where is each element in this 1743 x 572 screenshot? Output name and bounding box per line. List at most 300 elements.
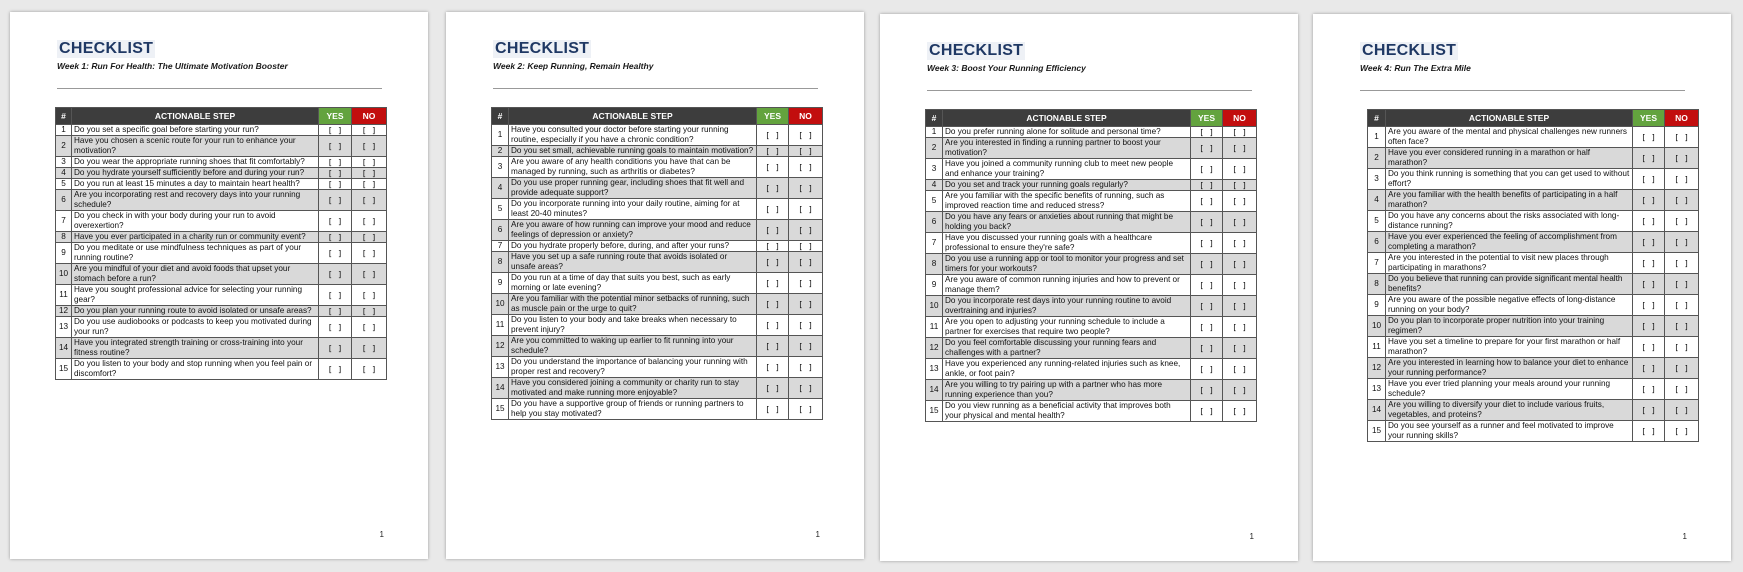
yes-checkbox[interactable]: [ ] — [1191, 212, 1223, 233]
no-checkbox[interactable]: [ ] — [1223, 317, 1257, 338]
no-checkbox[interactable]: [ ] — [1223, 380, 1257, 401]
header-divider — [927, 90, 1252, 91]
table-row — [56, 125, 387, 136]
no-checkbox[interactable]: [ ] — [1665, 358, 1699, 379]
row-number: 7 — [926, 233, 943, 254]
yes-checkbox[interactable]: [ ] — [757, 357, 789, 378]
yes-checkbox[interactable]: [ ] — [1633, 337, 1665, 358]
no-checkbox[interactable]: [ ] — [352, 179, 387, 190]
row-number: 2 — [56, 136, 72, 157]
no-checkbox[interactable]: [ ] — [789, 125, 823, 146]
no-checkbox[interactable]: [ ] — [1665, 337, 1699, 358]
table-row — [492, 378, 823, 399]
yes-checkbox[interactable]: [ ] — [757, 146, 789, 157]
page-header — [493, 40, 823, 71]
table-row — [1368, 232, 1699, 253]
actionable-step-text: Have you integrated strength training or cross-training into your fitness routine? — [72, 338, 319, 359]
row-number: 15 — [926, 401, 943, 422]
actionable-step-text: Have you ever considered running in a marathon or half marathon? — [1386, 148, 1633, 169]
no-checkbox[interactable]: [ ] — [1665, 253, 1699, 274]
no-checkbox[interactable]: [ ] — [789, 146, 823, 157]
table-row — [492, 336, 823, 357]
yes-checkbox[interactable]: [ ] — [1191, 159, 1223, 180]
no-checkbox[interactable]: [ ] — [352, 285, 387, 306]
column-header-actionable-step: ACTIONABLE STEP — [72, 108, 319, 125]
row-number: 11 — [926, 317, 943, 338]
actionable-step-text: Do you use a running app or tool to monitor your progress and set timers for your workouts? — [943, 254, 1191, 275]
no-checkbox[interactable]: [ ] — [789, 336, 823, 357]
actionable-step-text: Do you use audiobooks or podcasts to keep you motivated during your run? — [72, 317, 319, 338]
row-number: 7 — [492, 241, 509, 252]
actionable-step-text: Are you willing to diversify your diet to include various fruits, vegetables, and proteins? — [1386, 400, 1633, 421]
yes-checkbox[interactable]: [ ] — [319, 243, 352, 264]
no-checkbox[interactable]: [ ] — [789, 315, 823, 336]
page-number: 1 — [1682, 532, 1687, 541]
actionable-step-text: Do you have any concerns about the risks associated with long-distance running? — [1386, 211, 1633, 232]
yes-checkbox[interactable]: [ ] — [1191, 401, 1223, 422]
no-checkbox[interactable]: [ ] — [1665, 211, 1699, 232]
table-row — [56, 179, 387, 190]
actionable-step-text: Do you use proper running gear, including shoes that fit well and provide adequate support? — [509, 178, 757, 199]
actionable-step-text: Do you run at least 15 minutes a day to maintain heart health? — [72, 179, 319, 190]
no-checkbox[interactable]: [ ] — [1223, 159, 1257, 180]
table-row — [1368, 169, 1699, 190]
yes-checkbox[interactable]: [ ] — [757, 157, 789, 178]
no-checkbox[interactable]: [ ] — [1223, 254, 1257, 275]
row-number: 12 — [926, 338, 943, 359]
no-checkbox[interactable]: [ ] — [352, 264, 387, 285]
page-number: 1 — [379, 530, 384, 539]
row-number: 14 — [492, 378, 509, 399]
table-row — [492, 273, 823, 294]
no-checkbox[interactable]: [ ] — [1665, 127, 1699, 148]
no-checkbox[interactable]: [ ] — [1223, 338, 1257, 359]
table-row — [926, 254, 1257, 275]
table-row — [926, 359, 1257, 380]
actionable-step-text: Do you incorporate rest days into your running routine to avoid overtraining and injuries? — [943, 296, 1191, 317]
yes-checkbox[interactable]: [ ] — [757, 125, 789, 146]
table-row — [926, 380, 1257, 401]
header-divider — [1360, 90, 1685, 91]
actionable-step-text: Are you familiar with the health benefits of participating in a half marathon? — [1386, 190, 1633, 211]
row-number: 7 — [1368, 253, 1386, 274]
table-row — [1368, 337, 1699, 358]
page-subtitle: Week 2: Keep Running, Remain Healthy — [493, 61, 654, 71]
column-header-actionable-step: ACTIONABLE STEP — [943, 110, 1191, 127]
row-number: 3 — [492, 157, 509, 178]
yes-checkbox[interactable]: [ ] — [319, 317, 352, 338]
checklist-table — [1367, 109, 1699, 442]
column-header-number: # — [1368, 110, 1386, 127]
row-number: 5 — [492, 199, 509, 220]
row-number: 13 — [56, 317, 72, 338]
table-row — [56, 306, 387, 317]
yes-checkbox[interactable]: [ ] — [319, 168, 352, 179]
actionable-step-text: Are you interested in finding a running partner to boost your motivation? — [943, 138, 1191, 159]
row-number: 10 — [492, 294, 509, 315]
column-header-no: NO — [1665, 110, 1699, 127]
table-row — [492, 146, 823, 157]
table-row — [926, 401, 1257, 422]
table-row — [492, 178, 823, 199]
row-number: 2 — [926, 138, 943, 159]
page-title: CHECKLIST — [495, 40, 590, 57]
actionable-step-text: Do you understand the importance of balancing your running with proper rest and recovery? — [509, 357, 757, 378]
checklist-table — [491, 107, 823, 420]
column-header-actionable-step: ACTIONABLE STEP — [509, 108, 757, 125]
actionable-step-text: Do you view running as a beneficial activity that improves both your physical and mental health? — [943, 401, 1191, 422]
no-checkbox[interactable]: [ ] — [352, 243, 387, 264]
actionable-step-text: Do you prefer running alone for solitude and personal time? — [943, 127, 1191, 138]
no-checkbox[interactable]: [ ] — [1665, 274, 1699, 295]
row-number: 13 — [492, 357, 509, 378]
table-header-row — [926, 110, 1257, 127]
actionable-step-text: Do you plan your running route to avoid isolated or unsafe areas? — [72, 306, 319, 317]
checklist-page-week-2 — [446, 12, 864, 559]
header-divider — [493, 88, 818, 89]
column-header-actionable-step: ACTIONABLE STEP — [1386, 110, 1633, 127]
table-row — [926, 275, 1257, 296]
row-number: 6 — [56, 190, 72, 211]
row-number: 4 — [492, 178, 509, 199]
yes-checkbox[interactable]: [ ] — [319, 359, 352, 380]
row-number: 2 — [1368, 148, 1386, 169]
yes-checkbox[interactable]: [ ] — [1633, 127, 1665, 148]
row-number: 9 — [1368, 295, 1386, 316]
no-checkbox[interactable]: [ ] — [789, 378, 823, 399]
yes-checkbox[interactable]: [ ] — [319, 285, 352, 306]
row-number: 6 — [1368, 232, 1386, 253]
actionable-step-text: Do you plan to incorporate proper nutrition into your training regimen? — [1386, 316, 1633, 337]
table-row — [1368, 358, 1699, 379]
table-row — [492, 315, 823, 336]
yes-checkbox[interactable]: [ ] — [1191, 233, 1223, 254]
yes-checkbox[interactable]: [ ] — [1191, 254, 1223, 275]
yes-checkbox[interactable]: [ ] — [1191, 127, 1223, 138]
no-checkbox[interactable]: [ ] — [1223, 191, 1257, 212]
table-row — [56, 232, 387, 243]
no-checkbox[interactable]: [ ] — [352, 136, 387, 157]
column-header-no: NO — [789, 108, 823, 125]
no-checkbox[interactable]: [ ] — [1223, 359, 1257, 380]
yes-checkbox[interactable]: [ ] — [757, 273, 789, 294]
actionable-step-text: Are you aware of common running injuries and how to prevent or manage them? — [943, 275, 1191, 296]
no-checkbox[interactable]: [ ] — [1665, 295, 1699, 316]
page-title: CHECKLIST — [1362, 42, 1457, 59]
row-number: 12 — [56, 306, 72, 317]
yes-checkbox[interactable]: [ ] — [1633, 148, 1665, 169]
page-subtitle: Week 4: Run The Extra Mile — [1360, 63, 1471, 73]
table-row — [926, 138, 1257, 159]
actionable-step-text: Do you hydrate yourself sufficiently before and during your run? — [72, 168, 319, 179]
no-checkbox[interactable]: [ ] — [1223, 180, 1257, 191]
table-row — [1368, 253, 1699, 274]
row-number: 1 — [1368, 127, 1386, 148]
yes-checkbox[interactable]: [ ] — [757, 315, 789, 336]
header-divider — [57, 88, 382, 89]
actionable-step-text: Have you set up a safe running route that avoids isolated or unsafe areas? — [509, 252, 757, 273]
actionable-step-text: Do you check in with your body during your run to avoid overexertion? — [72, 211, 319, 232]
table-header-row — [1368, 110, 1699, 127]
yes-checkbox[interactable]: [ ] — [1633, 316, 1665, 337]
table-row — [492, 241, 823, 252]
no-checkbox[interactable]: [ ] — [1223, 296, 1257, 317]
actionable-step-text: Are you incorporating rest and recovery days into your running schedule? — [72, 190, 319, 211]
actionable-step-text: Are you aware of the possible negative effects of long-distance running on your body? — [1386, 295, 1633, 316]
yes-checkbox[interactable]: [ ] — [1633, 295, 1665, 316]
column-header-yes: YES — [319, 108, 352, 125]
actionable-step-text: Have you discussed your running goals with a healthcare professional to ensure they're safe? — [943, 233, 1191, 254]
yes-checkbox[interactable]: [ ] — [757, 378, 789, 399]
yes-checkbox[interactable]: [ ] — [1633, 274, 1665, 295]
no-checkbox[interactable]: [ ] — [1223, 138, 1257, 159]
checklist-table — [55, 107, 387, 380]
yes-checkbox[interactable]: [ ] — [319, 125, 352, 136]
row-number: 7 — [56, 211, 72, 232]
yes-checkbox[interactable]: [ ] — [319, 157, 352, 168]
yes-checkbox[interactable]: [ ] — [757, 336, 789, 357]
table-row — [1368, 295, 1699, 316]
yes-checkbox[interactable]: [ ] — [1633, 400, 1665, 421]
no-checkbox[interactable]: [ ] — [789, 199, 823, 220]
row-number: 6 — [926, 212, 943, 233]
row-number: 2 — [492, 146, 509, 157]
table-row — [492, 125, 823, 146]
actionable-step-text: Do you have any fears or anxieties about running that might be holding you back? — [943, 212, 1191, 233]
no-checkbox[interactable]: [ ] — [1665, 190, 1699, 211]
checklist-page-week-3 — [880, 14, 1298, 561]
table-row — [492, 157, 823, 178]
no-checkbox[interactable]: [ ] — [352, 359, 387, 380]
yes-checkbox[interactable]: [ ] — [757, 241, 789, 252]
table-row — [492, 399, 823, 420]
table-row — [1368, 190, 1699, 211]
row-number: 5 — [56, 179, 72, 190]
no-checkbox[interactable]: [ ] — [789, 220, 823, 241]
no-checkbox[interactable]: [ ] — [1223, 212, 1257, 233]
no-checkbox[interactable]: [ ] — [1665, 316, 1699, 337]
row-number: 11 — [1368, 337, 1386, 358]
no-checkbox[interactable]: [ ] — [1665, 421, 1699, 442]
column-header-number: # — [56, 108, 72, 125]
yes-checkbox[interactable]: [ ] — [1191, 338, 1223, 359]
table-row — [492, 294, 823, 315]
no-checkbox[interactable]: [ ] — [1223, 127, 1257, 138]
table-row — [1368, 148, 1699, 169]
row-number: 15 — [1368, 421, 1386, 442]
yes-checkbox[interactable]: [ ] — [319, 338, 352, 359]
no-checkbox[interactable]: [ ] — [352, 338, 387, 359]
actionable-step-text: Have you experienced any running-related injuries such as knee, ankle, or foot pain? — [943, 359, 1191, 380]
table-row — [492, 357, 823, 378]
no-checkbox[interactable]: [ ] — [1665, 148, 1699, 169]
actionable-step-text: Do you set small, achievable running goals to maintain motivation? — [509, 146, 757, 157]
checklist-table — [925, 109, 1257, 422]
no-checkbox[interactable]: [ ] — [1223, 233, 1257, 254]
yes-checkbox[interactable]: [ ] — [1191, 191, 1223, 212]
actionable-step-text: Do you listen to your body and take breaks when necessary to prevent injury? — [509, 315, 757, 336]
actionable-step-text: Are you familiar with the potential minor setbacks of running, such as muscle pain or the urge to quit? — [509, 294, 757, 315]
yes-checkbox[interactable]: [ ] — [319, 306, 352, 317]
row-number: 11 — [492, 315, 509, 336]
no-checkbox[interactable]: [ ] — [1223, 401, 1257, 422]
actionable-step-text: Have you joined a community running club to meet new people and enhance your training? — [943, 159, 1191, 180]
row-number: 8 — [1368, 274, 1386, 295]
yes-checkbox[interactable]: [ ] — [319, 179, 352, 190]
yes-checkbox[interactable]: [ ] — [757, 252, 789, 273]
actionable-step-text: Have you ever tried planning your meals around your running schedule? — [1386, 379, 1633, 400]
yes-checkbox[interactable]: [ ] — [1191, 180, 1223, 191]
table-row — [1368, 316, 1699, 337]
no-checkbox[interactable]: [ ] — [1665, 379, 1699, 400]
yes-checkbox[interactable]: [ ] — [757, 178, 789, 199]
table-row — [926, 233, 1257, 254]
row-number: 12 — [492, 336, 509, 357]
yes-checkbox[interactable]: [ ] — [1633, 253, 1665, 274]
yes-checkbox[interactable]: [ ] — [1633, 232, 1665, 253]
actionable-step-text: Are you aware of the mental and physical challenges new runners often face? — [1386, 127, 1633, 148]
row-number: 4 — [926, 180, 943, 191]
yes-checkbox[interactable]: [ ] — [319, 232, 352, 243]
actionable-step-text: Are you willing to try pairing up with a partner who has more running experience than you? — [943, 380, 1191, 401]
table-row — [1368, 274, 1699, 295]
table-row — [56, 211, 387, 232]
actionable-step-text: Are you aware of any health conditions you have that can be managed by running, such as arthritis or diabetes? — [509, 157, 757, 178]
no-checkbox[interactable]: [ ] — [789, 399, 823, 420]
row-number: 12 — [1368, 358, 1386, 379]
yes-checkbox[interactable]: [ ] — [1191, 138, 1223, 159]
yes-checkbox[interactable]: [ ] — [1191, 275, 1223, 296]
yes-checkbox[interactable]: [ ] — [1191, 359, 1223, 380]
actionable-step-text: Are you familiar with the specific benefits of running, such as improved reaction time and reduced stress? — [943, 191, 1191, 212]
yes-checkbox[interactable]: [ ] — [1633, 379, 1665, 400]
page-header — [1360, 42, 1690, 73]
table-row — [926, 338, 1257, 359]
yes-checkbox[interactable]: [ ] — [1633, 211, 1665, 232]
row-number: 11 — [56, 285, 72, 306]
row-number: 15 — [56, 359, 72, 380]
column-header-no: NO — [1223, 110, 1257, 127]
row-number: 5 — [926, 191, 943, 212]
yes-checkbox[interactable]: [ ] — [319, 264, 352, 285]
column-header-number: # — [926, 110, 943, 127]
row-number: 1 — [56, 125, 72, 136]
table-row — [926, 317, 1257, 338]
no-checkbox[interactable]: [ ] — [1665, 232, 1699, 253]
page-number: 1 — [1249, 532, 1254, 541]
yes-checkbox[interactable]: [ ] — [757, 294, 789, 315]
actionable-step-text: Do you feel comfortable discussing your running fears and challenges with a partner? — [943, 338, 1191, 359]
no-checkbox[interactable]: [ ] — [789, 273, 823, 294]
table-row — [926, 296, 1257, 317]
no-checkbox[interactable]: [ ] — [789, 178, 823, 199]
table-row — [56, 264, 387, 285]
row-number: 4 — [56, 168, 72, 179]
yes-checkbox[interactable]: [ ] — [1633, 358, 1665, 379]
no-checkbox[interactable]: [ ] — [789, 357, 823, 378]
yes-checkbox[interactable]: [ ] — [1191, 380, 1223, 401]
no-checkbox[interactable]: [ ] — [789, 252, 823, 273]
table-row — [56, 285, 387, 306]
yes-checkbox[interactable]: [ ] — [757, 399, 789, 420]
checklist-page-week-4 — [1313, 14, 1731, 561]
table-header-row — [492, 108, 823, 125]
yes-checkbox[interactable]: [ ] — [757, 220, 789, 241]
no-checkbox[interactable]: [ ] — [789, 157, 823, 178]
row-number: 10 — [56, 264, 72, 285]
no-checkbox[interactable]: [ ] — [352, 125, 387, 136]
no-checkbox[interactable]: [ ] — [352, 317, 387, 338]
row-number: 13 — [926, 359, 943, 380]
actionable-step-text: Do you run at a time of day that suits you best, such as early morning or late evening? — [509, 273, 757, 294]
no-checkbox[interactable]: [ ] — [1223, 275, 1257, 296]
no-checkbox[interactable]: [ ] — [1665, 169, 1699, 190]
actionable-step-text: Do you see yourself as a runner and feel motivated to improve your running skills? — [1386, 421, 1633, 442]
row-number: 1 — [492, 125, 509, 146]
table-row — [926, 180, 1257, 191]
page-title: CHECKLIST — [929, 42, 1024, 59]
page-subtitle: Week 1: Run For Health: The Ultimate Motivation Booster — [57, 61, 288, 71]
yes-checkbox[interactable]: [ ] — [319, 190, 352, 211]
table-row — [1368, 421, 1699, 442]
yes-checkbox[interactable]: [ ] — [319, 136, 352, 157]
no-checkbox[interactable]: [ ] — [352, 306, 387, 317]
yes-checkbox[interactable]: [ ] — [1633, 421, 1665, 442]
actionable-step-text: Are you committed to waking up earlier to fit running into your schedule? — [509, 336, 757, 357]
table-row — [1368, 379, 1699, 400]
yes-checkbox[interactable]: [ ] — [1191, 296, 1223, 317]
table-row — [56, 317, 387, 338]
actionable-step-text: Do you think running is something that you can get used to without effort? — [1386, 169, 1633, 190]
column-header-yes: YES — [757, 108, 789, 125]
yes-checkbox[interactable]: [ ] — [1633, 190, 1665, 211]
row-number: 13 — [1368, 379, 1386, 400]
yes-checkbox[interactable]: [ ] — [1191, 317, 1223, 338]
row-number: 3 — [926, 159, 943, 180]
no-checkbox[interactable]: [ ] — [352, 232, 387, 243]
row-number: 8 — [56, 232, 72, 243]
no-checkbox[interactable]: [ ] — [789, 241, 823, 252]
table-row — [492, 199, 823, 220]
row-number: 9 — [926, 275, 943, 296]
actionable-step-text: Do you have a supportive group of friends or running partners to help you stay motivated? — [509, 399, 757, 420]
yes-checkbox[interactable]: [ ] — [1633, 169, 1665, 190]
table-row — [56, 190, 387, 211]
table-header-row — [56, 108, 387, 125]
actionable-step-text: Have you ever experienced the feeling of accomplishment from completing a marathon? — [1386, 232, 1633, 253]
no-checkbox[interactable]: [ ] — [352, 190, 387, 211]
checklist-page-week-1 — [10, 12, 428, 559]
yes-checkbox[interactable]: [ ] — [757, 199, 789, 220]
no-checkbox[interactable]: [ ] — [352, 157, 387, 168]
table-row — [926, 191, 1257, 212]
table-row — [56, 168, 387, 179]
no-checkbox[interactable]: [ ] — [789, 294, 823, 315]
table-row — [56, 338, 387, 359]
actionable-step-text: Are you aware of how running can improve your mood and reduce feelings of depression or anxiety? — [509, 220, 757, 241]
actionable-step-text: Have you considered joining a community or charity run to stay motivated and make running more enjoyable? — [509, 378, 757, 399]
no-checkbox[interactable]: [ ] — [1665, 400, 1699, 421]
no-checkbox[interactable]: [ ] — [352, 211, 387, 232]
yes-checkbox[interactable]: [ ] — [319, 211, 352, 232]
column-header-yes: YES — [1633, 110, 1665, 127]
row-number: 4 — [1368, 190, 1386, 211]
row-number: 6 — [492, 220, 509, 241]
row-number: 10 — [926, 296, 943, 317]
no-checkbox[interactable]: [ ] — [352, 168, 387, 179]
column-header-yes: YES — [1191, 110, 1223, 127]
table-row — [1368, 211, 1699, 232]
